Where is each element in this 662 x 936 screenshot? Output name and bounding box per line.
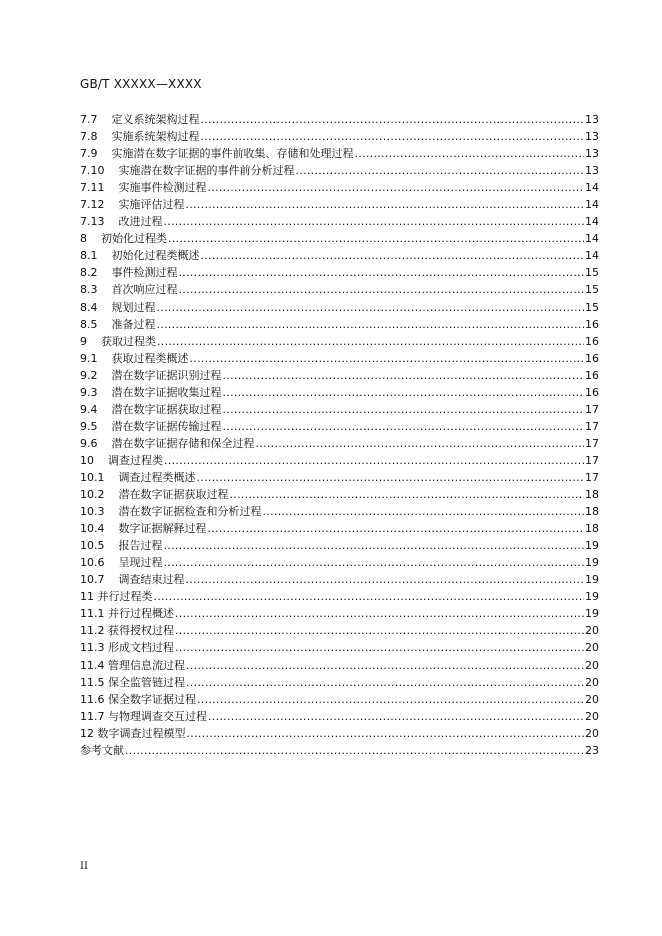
toc-dot-leader	[229, 486, 584, 503]
toc-entry-page: 23	[585, 743, 599, 757]
toc-entry-page: 17	[585, 436, 599, 450]
toc-entry-title: 10.1 调查过程类概述	[80, 470, 196, 484]
toc-dot-leader	[255, 435, 584, 452]
toc-entry-title: 7.9 实施潜在数字证据的事件前收集、存储和处理过程	[80, 147, 354, 161]
toc-entry-page: 14	[585, 198, 599, 212]
toc-entry-title: 7.12 实施评估过程	[80, 198, 185, 212]
toc-dot-leader	[185, 571, 584, 588]
toc-entry-title: 11.6 保全数字证据过程	[80, 692, 196, 706]
toc-dot-leader	[208, 708, 584, 725]
toc-entry-page: 16	[585, 351, 599, 365]
toc-dot-leader	[354, 145, 584, 162]
toc-dot-leader	[175, 605, 584, 622]
toc-entry-page: 17	[585, 470, 599, 484]
toc-entry[interactable]	[80, 674, 599, 691]
toc-entry-page: 16	[585, 368, 599, 382]
toc-entry-page: 14	[585, 215, 599, 229]
toc-entry-title: 11 并行过程类	[80, 590, 153, 604]
toc-dot-leader	[163, 554, 584, 571]
toc-entry-title: 8.2 事件检测过程	[80, 266, 178, 280]
toc-entry-title: 11.5 保全监管链过程	[80, 675, 185, 689]
toc-entry[interactable]	[80, 503, 599, 520]
toc-dot-leader	[175, 622, 584, 639]
toc-entry[interactable]	[80, 299, 599, 316]
page-number: II	[80, 861, 88, 872]
toc-entry[interactable]	[80, 657, 599, 674]
toc-entry-title: 11.3 形成文档过程	[80, 641, 174, 655]
toc-dot-leader	[164, 452, 584, 469]
toc-entry-title: 11.4 管理信息流过程	[80, 658, 185, 672]
toc-entry-title: 9.1 获取过程类概述	[80, 351, 189, 365]
toc-entry-title: 7.7 定义系统架构过程	[80, 113, 200, 126]
toc-entry-title: 7.10 实施潜在数字证据的事件前分析过程	[80, 164, 295, 178]
toc-entry[interactable]	[80, 622, 599, 639]
toc-entry-page: 16	[585, 334, 599, 348]
toc-entry[interactable]	[80, 145, 599, 162]
toc-entry[interactable]	[80, 162, 599, 179]
toc-entry-title: 10.7 调查结束过程	[80, 573, 185, 587]
toc-entry[interactable]	[80, 384, 599, 401]
toc-entry[interactable]	[80, 469, 599, 486]
toc-dot-leader	[222, 418, 584, 435]
toc-entry-page: 20	[585, 658, 599, 672]
toc-entry[interactable]	[80, 742, 599, 759]
toc-entry[interactable]	[80, 264, 599, 281]
toc-entry[interactable]	[80, 247, 599, 264]
toc-dot-leader	[186, 657, 584, 674]
toc-dot-leader	[262, 503, 584, 520]
table-of-contents	[80, 111, 599, 759]
toc-entry-title: 9.3 潜在数字证据收集过程	[80, 385, 222, 399]
toc-entry-page: 17	[585, 419, 599, 433]
toc-entry[interactable]	[80, 367, 599, 384]
toc-entry-title: 10.3 潜在数字证据检查和分析过程	[80, 505, 262, 519]
toc-dot-leader	[163, 537, 584, 554]
toc-entry-page: 16	[585, 385, 599, 399]
toc-dot-leader	[197, 691, 584, 708]
toc-entry-page: 20	[585, 692, 599, 706]
toc-entry[interactable]	[80, 691, 599, 708]
toc-entry[interactable]	[80, 196, 599, 213]
toc-entry-page: 17	[585, 402, 599, 416]
toc-dot-leader	[157, 333, 584, 350]
toc-entry-page: 14	[585, 232, 599, 246]
toc-entry-title: 10.5 报告过程	[80, 539, 163, 553]
toc-entry[interactable]	[80, 128, 599, 145]
toc-entry-title: 参考文献	[80, 743, 124, 757]
toc-dot-leader	[125, 742, 584, 759]
toc-entry-title: 8.4 规划过程	[80, 300, 156, 314]
toc-entry[interactable]	[80, 605, 599, 622]
toc-dot-leader	[200, 247, 584, 264]
toc-dot-leader	[156, 299, 584, 316]
toc-entry-page: 19	[585, 539, 599, 553]
toc-entry-page: 14	[585, 249, 599, 263]
toc-entry-page: 19	[585, 573, 599, 587]
toc-dot-leader	[178, 281, 584, 298]
toc-dot-leader	[186, 674, 584, 691]
toc-entry-title: 9.4 潜在数字证据获取过程	[80, 402, 222, 416]
toc-dot-leader	[156, 316, 584, 333]
toc-entry-page: 16	[585, 317, 599, 331]
toc-dot-leader	[207, 179, 584, 196]
toc-dot-leader	[200, 128, 584, 145]
toc-entry[interactable]	[80, 554, 599, 571]
toc-dot-leader	[154, 588, 585, 605]
toc-dot-leader	[196, 469, 584, 486]
toc-entry-page: 20	[585, 726, 599, 740]
toc-entry-title: 10.2 潜在数字证据获取过程	[80, 488, 229, 502]
toc-dot-leader	[222, 367, 584, 384]
toc-entry[interactable]	[80, 213, 599, 230]
toc-entry-page: 20	[585, 675, 599, 689]
toc-entry-page: 17	[585, 453, 599, 467]
toc-entry-page: 18	[585, 505, 599, 519]
toc-entry-page: 19	[585, 556, 599, 570]
toc-entry-title: 9.5 潜在数字证据传输过程	[80, 419, 222, 433]
toc-dot-leader	[189, 350, 584, 367]
toc-entry[interactable]	[80, 230, 599, 247]
document-header-id: GB/T XXXXX—XXXX	[80, 77, 202, 91]
toc-entry[interactable]	[80, 401, 599, 418]
toc-entry-page: 19	[585, 590, 599, 604]
toc-entry[interactable]	[80, 316, 599, 333]
toc-entry-title: 8 初始化过程类	[80, 232, 167, 246]
toc-entry[interactable]	[80, 452, 599, 469]
toc-entry[interactable]	[80, 571, 599, 588]
toc-entry-page: 15	[585, 300, 599, 314]
toc-entry[interactable]	[80, 725, 599, 742]
toc-entry-title: 10.4 数字证据解释过程	[80, 522, 207, 536]
toc-entry-title: 7.11 实施事件检测过程	[80, 181, 207, 195]
toc-dot-leader	[207, 520, 584, 537]
toc-entry-page: 20	[585, 709, 599, 723]
toc-entry[interactable]	[80, 588, 599, 605]
toc-dot-leader	[175, 639, 584, 656]
toc-entry-title: 7.13 改进过程	[80, 215, 163, 229]
toc-entry-title: 11.1 并行过程概述	[80, 607, 174, 621]
toc-entry-title: 7.8 实施系统架构过程	[80, 130, 200, 144]
toc-entry-title: 11.2 获得授权过程	[80, 624, 174, 638]
toc-entry-title: 12 数字调查过程模型	[80, 726, 186, 740]
toc-dot-leader	[185, 196, 584, 213]
toc-entry[interactable]	[80, 639, 599, 656]
toc-entry-page: 19	[585, 607, 599, 621]
toc-dot-leader	[222, 384, 584, 401]
toc-entry[interactable]	[80, 537, 599, 554]
toc-entry-title: 10 调查过程类	[80, 453, 163, 467]
toc-entry-page: 13	[585, 147, 599, 161]
toc-entry[interactable]	[80, 179, 599, 196]
toc-entry-page: 13	[585, 164, 599, 178]
toc-entry[interactable]	[80, 281, 599, 298]
toc-entry[interactable]	[80, 418, 599, 435]
toc-entry[interactable]	[80, 520, 599, 537]
toc-entry-page: 18	[585, 488, 599, 502]
toc-entry-page: 13	[585, 130, 599, 144]
toc-entry[interactable]	[80, 333, 599, 350]
toc-dot-leader	[222, 401, 584, 418]
toc-entry-title: 9.2 潜在数字证据识别过程	[80, 368, 222, 382]
toc-entry-page: 20	[585, 624, 599, 638]
toc-entry[interactable]	[80, 486, 599, 503]
toc-dot-leader	[200, 111, 584, 128]
toc-entry-title: 8.3 首次响应过程	[80, 283, 178, 297]
toc-entry-title: 9 获取过程类	[80, 334, 156, 348]
toc-entry-page: 20	[585, 641, 599, 655]
toc-entry-title: 11.7 与物理调查交互过程	[80, 709, 207, 723]
toc-dot-leader	[178, 264, 584, 281]
toc-entry[interactable]	[80, 708, 599, 725]
toc-entry[interactable]	[80, 435, 599, 452]
toc-entry-title: 8.1 初始化过程类概述	[80, 249, 200, 263]
toc-entry-page: 15	[585, 266, 599, 280]
toc-entry-page: 14	[585, 181, 599, 195]
toc-entry-page: 13	[585, 113, 599, 126]
toc-dot-leader	[163, 213, 584, 230]
toc-dot-leader	[295, 162, 584, 179]
toc-entry-page: 15	[585, 283, 599, 297]
toc-dot-leader	[168, 230, 584, 247]
toc-dot-leader	[187, 725, 585, 742]
toc-entry-title: 10.6 呈现过程	[80, 556, 163, 570]
toc-entry-title: 9.6 潜在数字证据存储和保全过程	[80, 436, 255, 450]
toc-entry[interactable]	[80, 111, 599, 128]
toc-entry-page: 18	[585, 522, 599, 536]
toc-entry[interactable]	[80, 350, 599, 367]
toc-entry-title: 8.5 准备过程	[80, 317, 156, 331]
